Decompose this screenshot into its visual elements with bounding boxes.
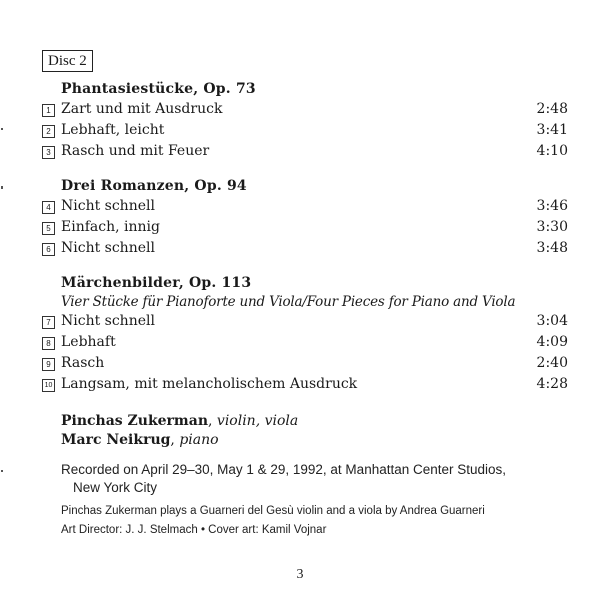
track-number: 6 — [42, 243, 55, 256]
track-number: 8 — [42, 337, 55, 350]
track-name: Einfach, innig — [61, 219, 160, 235]
track-name: Lebhaft, leicht — [61, 122, 165, 138]
track-name: Nicht schnell — [61, 198, 155, 214]
performer-name: Marc Neikrug — [61, 432, 171, 448]
work-phantasiestucke — [42, 79, 568, 162]
work-drei-romanzen — [42, 176, 568, 259]
track-number: 10 — [42, 379, 55, 392]
track-duration: 4:09 — [536, 334, 568, 350]
track-number: 7 — [42, 316, 55, 329]
track-duration: 3:46 — [536, 198, 568, 214]
instruments-note: Pinchas Zukerman plays a Guarneri del Gesù violin and a viola by Andrea Guarneri — [61, 505, 485, 517]
track-name: Rasch — [61, 355, 105, 371]
track-duration: 4:10 — [536, 143, 568, 159]
scan-speck — [1, 186, 3, 189]
track-number: 3 — [42, 146, 55, 159]
track-duration: 3:48 — [536, 240, 568, 256]
track-name: Nicht schnell — [61, 240, 155, 256]
track-row — [42, 196, 568, 217]
art-credits: Art Director: J. J. Stelmach • Cover art: Kamil Vojnar — [61, 524, 327, 536]
work-title: Phantasiestücke, Op. 73 — [61, 81, 256, 97]
track-number: 9 — [42, 358, 55, 371]
track-row — [42, 99, 568, 120]
track-row — [42, 374, 568, 395]
track-row — [42, 238, 568, 259]
track-name: Lebhaft — [61, 334, 116, 350]
work-marchenbilder — [42, 273, 568, 395]
recording-line-2: New York City — [73, 480, 158, 495]
track-name: Nicht schnell — [61, 313, 155, 329]
track-duration: 2:48 — [536, 101, 568, 117]
disc-label: Disc 2 — [42, 50, 93, 72]
track-name: Rasch und mit Feuer — [61, 143, 210, 159]
performer-role: violin, viola — [216, 413, 299, 429]
performer-role: piano — [179, 432, 219, 448]
track-row — [42, 141, 568, 162]
work-title: Drei Romanzen, Op. 94 — [61, 178, 247, 194]
track-row — [42, 311, 568, 332]
track-row — [42, 353, 568, 374]
track-number: 1 — [42, 104, 55, 117]
performer-line: Pinchas Zukerman, violin, viola — [61, 413, 299, 429]
performers — [61, 412, 298, 450]
track-row — [42, 217, 568, 238]
track-duration: 3:41 — [536, 122, 568, 138]
track-row — [42, 120, 568, 141]
page-number: 3 — [296, 567, 304, 582]
recording-line-1: Recorded on April 29–30, May 1 & 29, 1992, at Manhattan Center Studios, — [61, 462, 507, 477]
track-duration: 4:28 — [536, 376, 568, 392]
track-number: 5 — [42, 222, 55, 235]
track-number: 4 — [42, 201, 55, 214]
track-duration: 3:30 — [536, 219, 568, 235]
track-row — [42, 332, 568, 353]
work-title: Märchenbilder, Op. 113 — [61, 275, 252, 291]
track-number: 2 — [42, 125, 55, 138]
track-name: Zart und mit Ausdruck — [61, 101, 223, 117]
track-duration: 3:04 — [536, 313, 568, 329]
recording-info — [61, 461, 561, 497]
scan-speck — [1, 470, 3, 472]
performer-name: Pinchas Zukerman — [61, 413, 208, 429]
track-duration: 2:40 — [536, 355, 568, 371]
scan-speck — [1, 128, 3, 130]
track-name: Langsam, mit melancholischem Ausdruck — [61, 376, 358, 392]
work-subtitle: Vier Stücke für Pianoforte und Viola/Four Pieces for Piano and Viola — [61, 294, 516, 310]
performer-line: Marc Neikrug, piano — [61, 432, 219, 448]
